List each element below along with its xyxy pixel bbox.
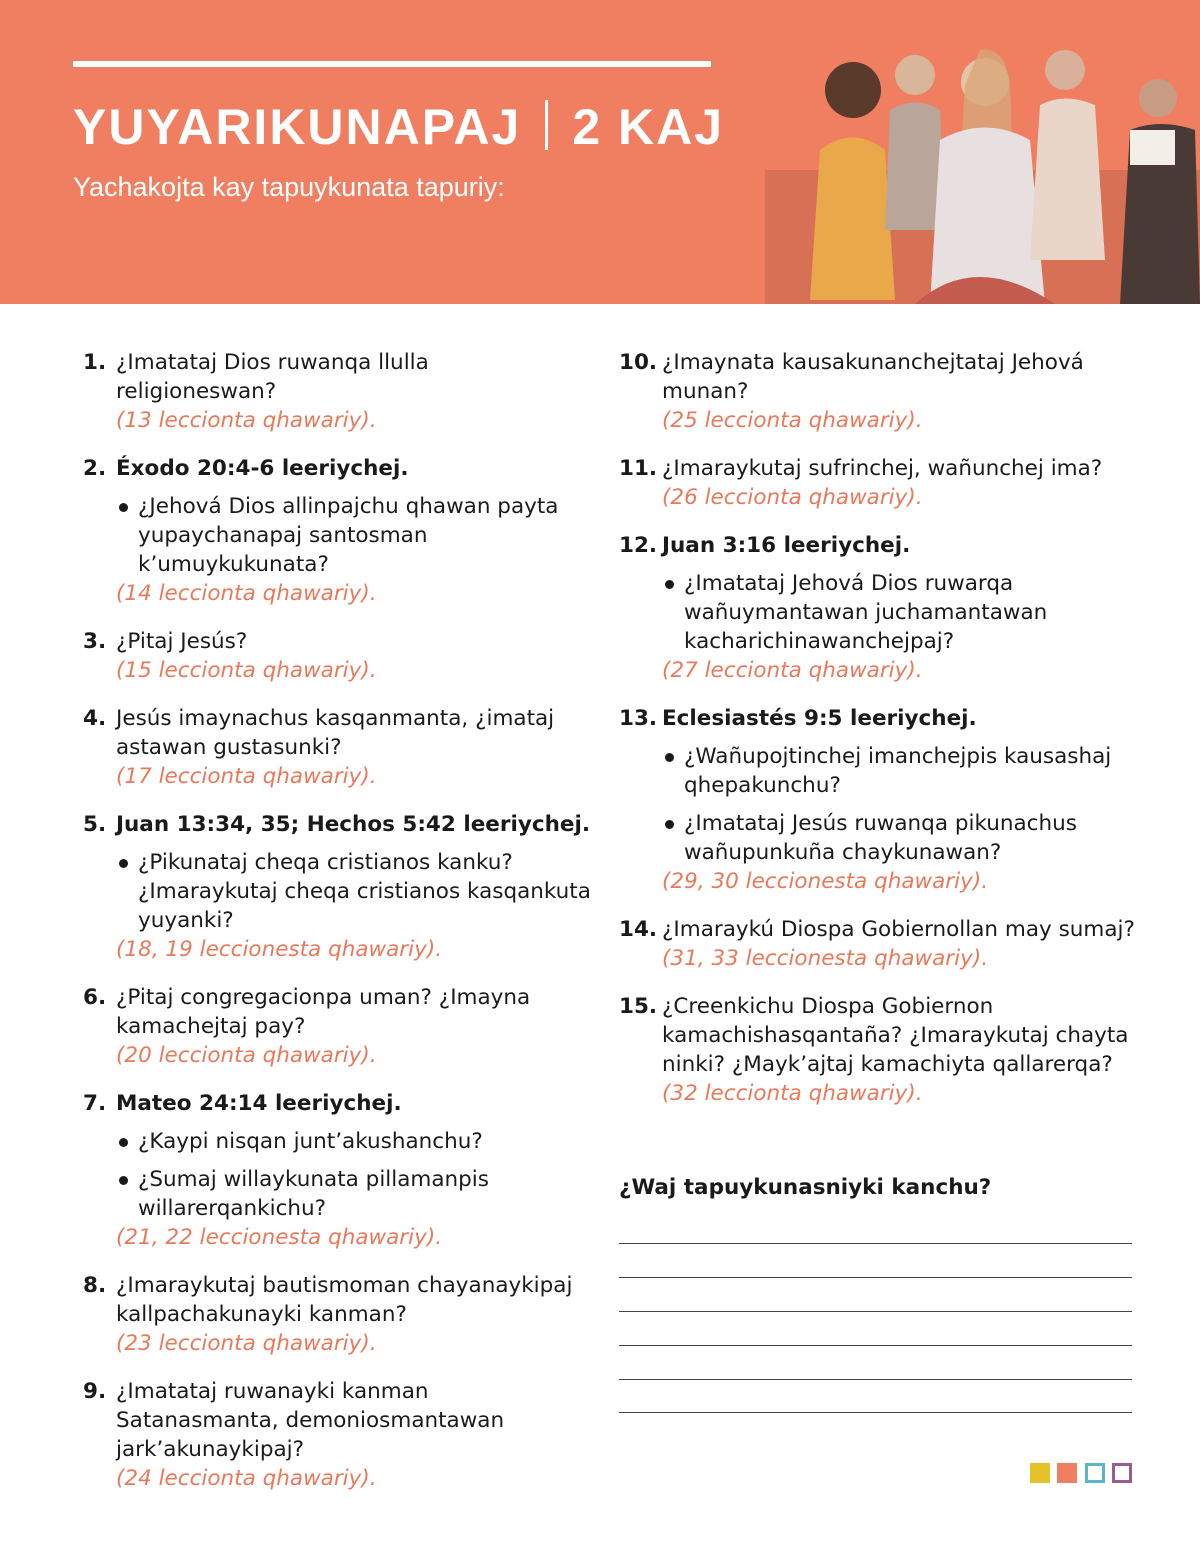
question-item [619, 531, 1139, 685]
reading-instruction: Juan 3:16 leeriychej. [662, 533, 911, 558]
question-text: ¿Imatataj Dios ruwanqa llulla religioneswan? [116, 350, 429, 404]
bullet-question: ¿Imatataj Jesús ruwanqa pikunachus wañupunkuña chaykunawan? [662, 809, 1139, 867]
question-item [83, 348, 593, 435]
question-text: Jesús imaynachus kasqanmanta, ¿imataj astawan gustasunki? [116, 706, 555, 760]
question-item [619, 348, 1139, 435]
bullet-question: ¿Imatataj Jehová Dios ruwarqa wañuymantawan juchamantawan kacharichinawanchejpaj? [662, 569, 1139, 656]
lesson-reference: (13 leccionta qhawariy). [116, 408, 377, 433]
title-part2: 2 KAJ [572, 99, 725, 155]
question-text: ¿Imaraykutaj bautismoman chayanaykipaj kallpachakunayki kanman? [116, 1273, 573, 1327]
question-number: 8. [83, 1273, 107, 1298]
lesson-reference: (25 leccionta qhawariy). [662, 408, 923, 433]
question-item [83, 1271, 593, 1358]
bullet-question: ¿Wañupojtinchej imanchejpis kausashaj qhepakunchu? [662, 742, 1139, 800]
question-item [83, 704, 593, 791]
header-rule [73, 61, 711, 67]
question-text: ¿Pitaj Jesús? [116, 629, 248, 654]
reading-instruction: Eclesiastés 9:5 leeriychej. [662, 706, 977, 731]
lesson-reference: (26 leccionta qhawariy). [662, 485, 923, 510]
bullet-question: ¿Jehová Dios allinpajchu qhawan payta yupaychanapaj santosman k’umuykukunata? [116, 492, 593, 579]
answer-line[interactable] [619, 1379, 1132, 1380]
question-item [83, 1089, 593, 1252]
question-item [83, 627, 593, 685]
question-text: ¿Imatataj ruwanayki kanman Satanasmanta, demoniosmantawan jark’akunaykipaj? [116, 1379, 505, 1462]
question-text: ¿Creenkichu Diospa Gobiernon kamachishasqantaña? ¿Imaraykutaj chayta ninki? ¿Mayk’ajtaj kamachiyta qallarerqa? [662, 994, 1129, 1077]
lesson-reference: (31, 33 leccionesta qhawariy). [662, 946, 989, 971]
answer-line[interactable] [619, 1277, 1132, 1278]
question-number: 15. [619, 994, 658, 1019]
lesson-reference: (27 leccionta qhawariy). [662, 658, 923, 683]
teal-square-outline-icon [1085, 1463, 1105, 1483]
bullet-question: ¿Kaypi nisqan junt’akushanchu? [116, 1127, 593, 1156]
question-number: 9. [83, 1379, 107, 1404]
answer-line[interactable] [619, 1243, 1132, 1244]
bullet-question: ¿Sumaj willaykunata pillamanpis willarerqankichu? [116, 1165, 593, 1223]
question-text: ¿Pitaj congregacionpa uman? ¿Imayna kamachejtaj pay? [116, 985, 531, 1039]
answer-prompt: ¿Waj tapuykunasniyki kanchu? [619, 1175, 992, 1200]
question-number: 11. [619, 456, 658, 481]
question-number: 4. [83, 706, 107, 731]
lesson-reference: (24 leccionta qhawariy). [116, 1466, 377, 1491]
answer-line[interactable] [619, 1412, 1132, 1413]
question-text: ¿Imaraykú Diospa Gobiernollan may sumaj? [662, 917, 1135, 942]
question-number: 2. [83, 456, 107, 481]
purple-square-outline-icon [1112, 1463, 1132, 1483]
question-number: 12. [619, 533, 658, 558]
question-number: 10. [619, 350, 658, 375]
lesson-reference: (20 leccionta qhawariy). [116, 1043, 377, 1068]
question-text: ¿Imaraykutaj sufrinchej, wañunchej ima? [662, 456, 1103, 481]
question-item [83, 1377, 593, 1493]
question-item [619, 454, 1139, 512]
question-item [619, 992, 1139, 1108]
reading-instruction: Éxodo 20:4-6 leeriychej. [116, 456, 409, 481]
right-question-column [619, 348, 1139, 1127]
lesson-reference: (18, 19 leccionesta qhawariy). [116, 937, 443, 962]
orange-square-icon [1057, 1463, 1077, 1483]
question-number: 1. [83, 350, 107, 375]
question-item [619, 704, 1139, 896]
reading-instruction: Juan 13:34, 35; Hechos 5:42 leeriychej. [116, 812, 591, 837]
question-number: 3. [83, 629, 107, 654]
question-number: 13. [619, 706, 658, 731]
question-number: 5. [83, 812, 107, 837]
page-title [73, 98, 724, 156]
header-banner [0, 0, 1200, 304]
lesson-reference: (21, 22 leccionesta qhawariy). [116, 1225, 443, 1250]
question-item [83, 810, 593, 964]
bullet-question: ¿Pikunataj cheqa cristianos kanku? ¿Imaraykutaj cheqa cristianos kasqankuta yuyanki? [116, 848, 593, 935]
yellow-square-icon [1030, 1463, 1050, 1483]
lesson-reference: (15 leccionta qhawariy). [116, 658, 377, 683]
question-number: 6. [83, 985, 107, 1010]
answer-line[interactable] [619, 1311, 1132, 1312]
question-item [83, 983, 593, 1070]
lesson-reference: (29, 30 leccionesta qhawariy). [662, 869, 989, 894]
page-subtitle: Yachakojta kay tapuykunata tapuriy: [73, 172, 505, 202]
title-part1: YUYARIKUNAPAJ [73, 99, 522, 155]
title-separator [545, 100, 548, 150]
lesson-reference: (32 leccionta qhawariy). [662, 1081, 923, 1106]
reading-instruction: Mateo 24:14 leeriychej. [116, 1091, 402, 1116]
question-text: ¿Imaynata kausakunanchejtataj Jehová munan? [662, 350, 1084, 404]
answer-line[interactable] [619, 1345, 1132, 1346]
question-item [83, 454, 593, 608]
question-number: 7. [83, 1091, 107, 1116]
people-illustration [765, 30, 1200, 304]
lesson-reference: (14 leccionta qhawariy). [116, 581, 377, 606]
left-question-column [83, 348, 593, 1512]
question-number: 14. [619, 917, 658, 942]
question-item [619, 915, 1139, 973]
lesson-reference: (17 leccionta qhawariy). [116, 764, 377, 789]
lesson-reference: (23 leccionta qhawariy). [116, 1331, 377, 1356]
